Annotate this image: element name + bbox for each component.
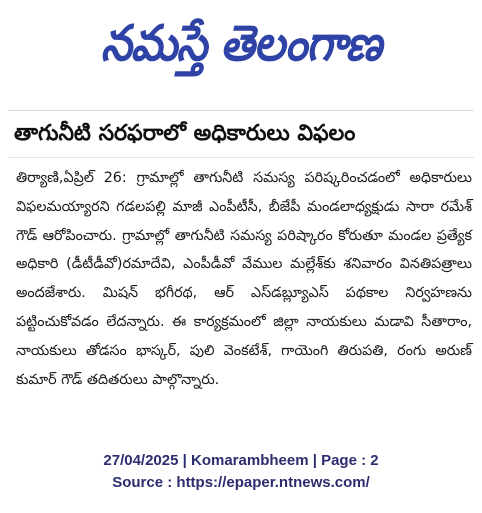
article-body: తిర్యాణి,ఏప్రిల్ 26: గ్రామాల్లో తాగునీటి సమస్య పరిష్కరించడంలో అధికారులు విఫలమయ్యారని గడలపల్లి మాజీ ఎంపీటీసీ, బీజేపీ మండలాధ్యక్షుడు సారా రమేశ్ గౌడ్ ఆరోపించారు. గ్రామాల్లో తాగునీటి సమస్య పరిష్కారం కోరుతూ మండల ప్రత్యేక అధికారి (డీటీడీవో)రమాదేవి, ఎంపీడీవో వేముల మల్లేశ్‌కు శనివారం వినతిపత్రాలు అందజేశారు. మిషన్ భగీరథ, ఆర్ ఎస్‌డబ్ల్యూఎస్ పథకాల నిర్వహణను పట్టించుకోవడం లేదన్నారు. ఈ కార్యక్రమంలో జిల్లా నాయకులు మడావి సీతారాం, నాయకులు తోడసం భాస్కర్, పులి వెంకటేశ్, గాయెంగి తిరుపతి, రంగు అరుణ్ కుమార్ గౌడ్ తదితరులు పాల్గొన్నారు. [16, 170, 472, 388]
source-link[interactable]: Source : https://epaper.ntnews.com/ [112, 474, 370, 491]
newspaper-masthead: నమస్తే తెలంగాణ [100, 14, 382, 73]
news-clipping [8, 6, 474, 394]
date-location-page-info: 27/04/2025 | Komarambheem | Page : 2 [103, 452, 379, 469]
article-headline: తాగునీటి సరఫరాలో అధికారులు విఫలం [8, 117, 474, 158]
masthead-divider [8, 110, 474, 111]
